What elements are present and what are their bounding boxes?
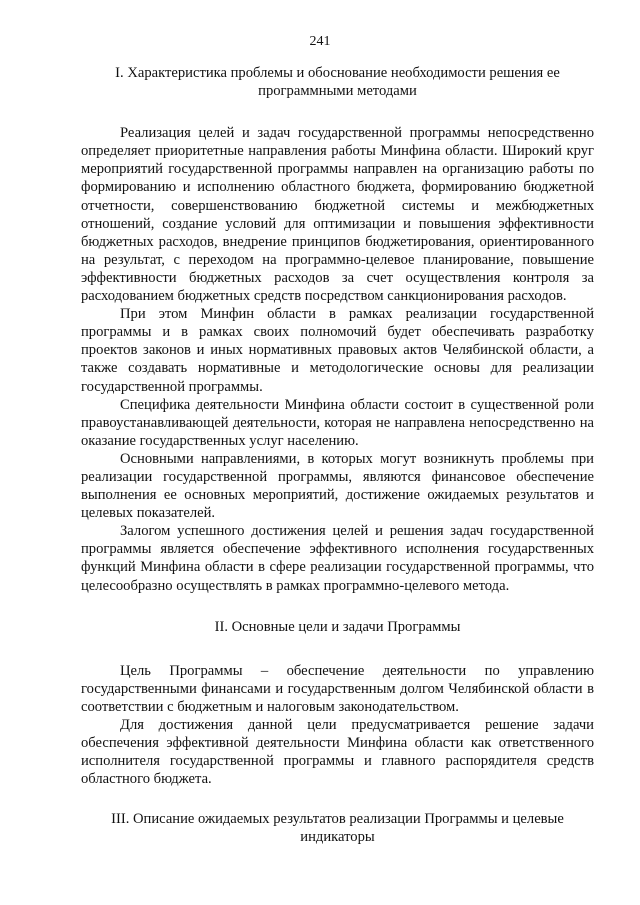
- section-1-paragraph-5: Залогом успешного достижения целей и решения задач государственной программы является обеспечение эффективного исполнения государственных функций Минфина области в сфере реализации государственной программы, что целесообразно осуществлять в рамках программно-целевого метода.: [81, 523, 594, 594]
- section-3-heading: III. Описание ожидаемых результатов реализации Программы и целевые индикаторы: [111, 811, 564, 846]
- section-2-paragraph-2: Для достижения данной цели предусматривается решение задачи обеспечения эффективной деятельности Минфина области как ответственного исполнителя государственной программы и главного распорядителя средств областного бюджета.: [81, 717, 594, 788]
- section-1-paragraph-3: Специфика деятельности Минфина области состоит в существенной роли правоустанавливающей деятельности, которая не направлена непосредственно на оказание государственных услуг населению.: [81, 396, 594, 449]
- section-1-paragraph-2: При этом Минфин области в рамках реализации государственной программы и в рамках своих полномочий будет обеспечивать разработку проектов законов и иных нормативных правовых актов Челябинской области, а также создавать нормативные и методологические основы для реализации государственной программы.: [81, 306, 594, 395]
- section-1-paragraph-4: Основными направлениями, в которых могут возникнуть проблемы при реализации государственной программы, являются финансовое обеспечение выполнения ее основных мероприятий, достижение ожидаемых результатов и целевых показателей.: [81, 450, 594, 522]
- section-1-heading: I. Характеристика проблемы и обоснование необходимости решения ее программными методами: [115, 65, 560, 100]
- section-2-paragraph-1: Цель Программы – обеспечение деятельности по управлению государственными финансами и государственным долгом Челябинской области в соответствии с бюджетным и налоговым законодательством.: [81, 662, 594, 715]
- document-body: [81, 64, 594, 847]
- page-number: 241: [309, 34, 331, 49]
- section-1-paragraph-1: Реализация целей и задач государственной программы непосредственно определяет приоритетные направления работы Минфина области. Широкий круг мероприятий государственной программы направлен на организацию работы по формированию и исполнению областного бюджета, формированию бюджетной отчетности, совершенствованию бюджетной системы и межбюджетных отношений, создание условий для оптимизации и повышения эффективности бюджетных расходов, внедрение принципов бюджетирования, ориентированного на результат, с переходом на программно-целевое планирование, повышение эффективности бюджетных расходов за счет осуществления контроля за расходованием бюджетных средств посредством санкционирования расходов.: [81, 125, 594, 305]
- section-2-heading: II. Основные цели и задачи Программы: [214, 618, 461, 635]
